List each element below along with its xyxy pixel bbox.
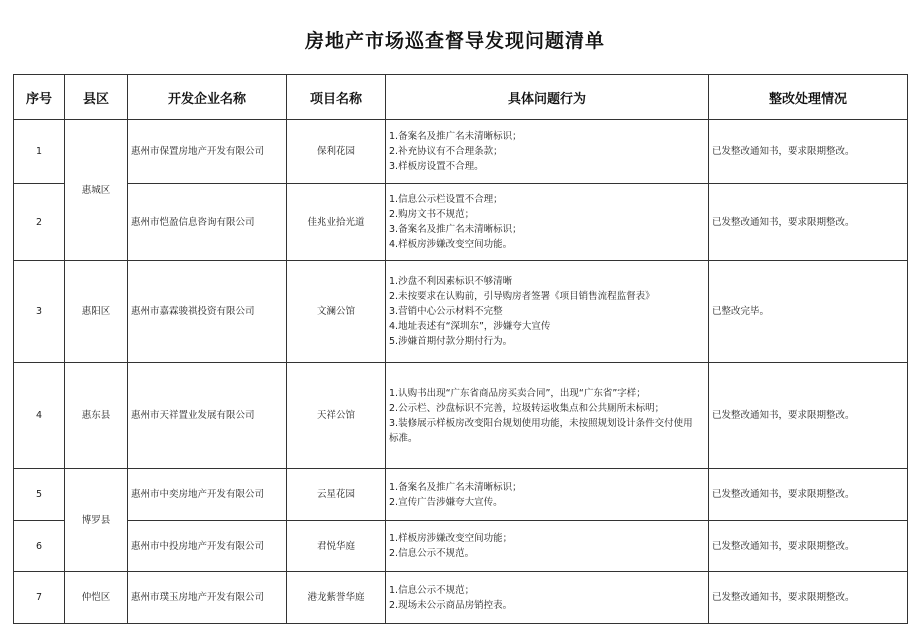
company-cell: 惠州市中奕房地产开发有限公司 [128,469,287,521]
table-row [14,363,908,469]
issues-cell [386,521,709,572]
company-cell: 惠州市嘉霖骏祺投资有限公司 [128,261,287,363]
issues-list [386,192,708,252]
county-cell: 惠东县 [65,363,128,469]
company-cell: 惠州市中投房地产开发有限公司 [128,521,287,572]
issue-item: 3.装修展示样板房改变阳台规划使用功能，未按照规划设计条件交付使用标准。 [389,417,693,444]
table-row [14,469,908,521]
issues-cell [386,184,709,261]
issue-item: 2.宣传广告涉嫌夸大宣传。 [389,496,503,508]
issues-list [386,274,708,349]
issues-list [386,531,708,561]
seq-cell: 7 [14,572,65,624]
issue-item: 5.涉嫌首期付款分期付行为。 [389,336,513,347]
county-cell: 博罗县 [65,469,128,572]
seq-cell: 3 [14,261,65,363]
issues-cell [386,469,709,521]
issue-item: 2.未按要求在认购前，引导购房者签署《项目销售流程监督表》 [389,291,655,302]
issues-cell [386,363,709,469]
issue-item: 3.营销中心公示材料不完整 [389,306,503,317]
company-cell: 惠州市恺盈信息咨询有限公司 [128,184,287,261]
header-company: 开发企业名称 [128,75,287,120]
header-project: 项目名称 [287,75,386,120]
table-row [14,572,908,624]
issues-list [386,480,708,510]
status-cell: 已整改完毕。 [709,261,908,363]
issue-item: 1.信息公示不规范； [389,584,475,596]
table-row [14,521,908,572]
table-row [14,261,908,363]
seq-cell: 5 [14,469,65,521]
project-cell: 佳兆业拾光道 [287,184,386,261]
issue-item: 2.信息公示不规范。 [389,548,475,559]
issue-item: 4.样板房涉嫌改变空间功能。 [389,239,513,250]
company-cell: 惠州市保置房地产开发有限公司 [128,120,287,184]
status-cell: 已发整改通知书，要求限期整改。 [709,363,908,469]
table-header-row [14,75,908,120]
issue-item: 3.样板房设置不合理。 [389,161,484,172]
project-cell: 保利花园 [287,120,386,184]
status-cell: 已发整改通知书，要求限期整改。 [709,120,908,184]
issue-item: 2.购房文书不规范； [389,209,475,220]
issue-item: 3.备案名及推广名未清晰标识； [389,224,522,235]
table-row [14,184,908,261]
status-cell: 已发整改通知书，要求限期整改。 [709,572,908,624]
issues-table [13,74,908,624]
header-issues: 具体问题行为 [386,75,709,120]
seq-cell: 2 [14,184,65,261]
county-cell: 惠阳区 [65,261,128,363]
issues-list [386,583,708,613]
project-cell: 天祥公馆 [287,363,386,469]
company-cell: 惠州市天祥置业发展有限公司 [128,363,287,469]
status-cell: 已发整改通知书，要求限期整改。 [709,521,908,572]
page-title: 房地产市场巡查督导发现问题清单 [304,30,605,52]
project-cell: 君悦华庭 [287,521,386,572]
status-cell: 已发整改通知书，要求限期整改。 [709,469,908,521]
company-cell: 惠州市璞玉房地产开发有限公司 [128,572,287,624]
issue-item: 1.样板房涉嫌改变空间功能； [389,533,513,544]
issue-item: 1.认购书出现“广东省商品房买卖合同”，出现“广东省”字样； [389,387,646,399]
issue-item: 1.备案名及推广名未清晰标识； [389,481,522,493]
issue-item: 1.信息公示栏设置不合理； [389,194,503,205]
issue-item: 2.现场未公示商品房销控表。 [389,599,513,611]
project-cell: 云星花园 [287,469,386,521]
county-cell: 仲恺区 [65,572,128,624]
issue-item: 2.补充协议有不合理条款； [389,146,503,157]
issues-list [386,386,708,446]
issue-item: 2.公示栏、沙盘标识不完善，垃圾转运收集点和公共厕所未标明； [389,402,665,414]
issues-cell [386,120,709,184]
project-cell: 港龙紫誉华庭 [287,572,386,624]
issue-item: 4.地址表述有“深圳东”，涉嫌夸大宣传 [389,321,551,332]
issue-item: 1.沙盘不利因素标识不够清晰 [389,276,513,287]
header-county: 县区 [65,75,128,120]
table-row [14,120,908,184]
seq-cell: 6 [14,521,65,572]
issues-cell [386,261,709,363]
seq-cell: 4 [14,363,65,469]
header-seq: 序号 [14,75,65,120]
issue-item: 1.备案名及推广名未清晰标识； [389,131,522,142]
header-status: 整改处理情况 [709,75,908,120]
status-cell: 已发整改通知书，要求限期整改。 [709,184,908,261]
issues-list [386,129,708,174]
issues-cell [386,572,709,624]
seq-cell: 1 [14,120,65,184]
county-cell: 惠城区 [65,120,128,261]
project-cell: 文澜公馆 [287,261,386,363]
